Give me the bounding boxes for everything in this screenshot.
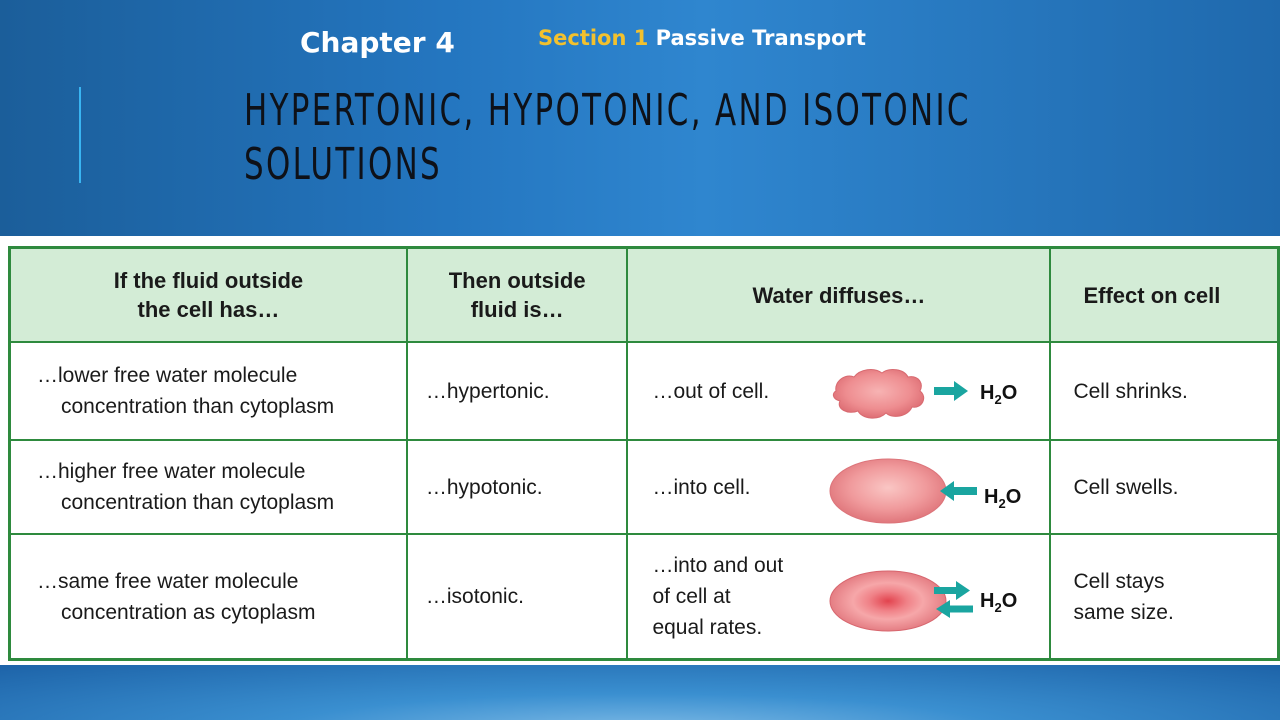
background-bottom-band: [0, 665, 1280, 720]
condition-cell: …higher free water molecule concentration than cytoplasm: [10, 440, 407, 534]
section-label: [538, 26, 866, 50]
column-header-condition: If the fluid outside the cell has…: [10, 248, 407, 343]
effect-cell: Cell shrinks.: [1050, 342, 1278, 440]
column-header-water-diffusion: Water diffuses…: [627, 248, 1050, 343]
solution-type-cell: …hypertonic.: [407, 342, 628, 440]
normal-cell-illustration: [828, 565, 1038, 635]
table-header-row: [10, 248, 1279, 343]
chapter-label: Chapter 4: [300, 26, 455, 59]
water-diffusion-cell: …out of cell. $H_2O$: [627, 342, 1050, 440]
water-label: $H_2O$: [984, 486, 1022, 511]
effect-cell: Cell swells.: [1050, 440, 1278, 534]
column-header-effect: Effect on cell: [1050, 248, 1278, 343]
arrow-out-icon: [934, 381, 968, 401]
table-row: [10, 342, 1279, 440]
swollen-cell-illustration: [828, 455, 1038, 525]
water-label: $H_2O$: [980, 382, 1018, 407]
shrunken-cell-illustration: [828, 361, 1038, 425]
column-header-solution-type: Then outside fluid is…: [407, 248, 628, 343]
section-title: Passive Transport: [655, 26, 866, 50]
condition-cell: …same free water molecule concentration as cytoplasm: [10, 534, 407, 660]
solution-type-cell: …isotonic.: [407, 534, 628, 660]
section-number: Section 1: [538, 26, 649, 50]
table-row: [10, 440, 1279, 534]
water-diffusion-cell: …into and out of cell at equal rates. $H_2O$: [627, 534, 1050, 660]
solution-type-cell: …hypotonic.: [407, 440, 628, 534]
tonicity-table: [8, 246, 1280, 661]
effect-cell: Cell stays same size.: [1050, 534, 1278, 660]
table-row: [10, 534, 1279, 660]
water-diffusion-cell: …into cell. $H_2O$: [627, 440, 1050, 534]
water-label: $H_2O$: [980, 590, 1018, 615]
condition-cell: …lower free water molecule concentration than cytoplasm: [10, 342, 407, 440]
title-accent-line: [79, 87, 81, 183]
slide-title: HYPERTONIC, HYPOTONIC, AND ISOTONIC SOLUTIONS: [244, 85, 971, 190]
arrow-in-icon: [940, 481, 977, 501]
table-panel: [0, 236, 1280, 665]
